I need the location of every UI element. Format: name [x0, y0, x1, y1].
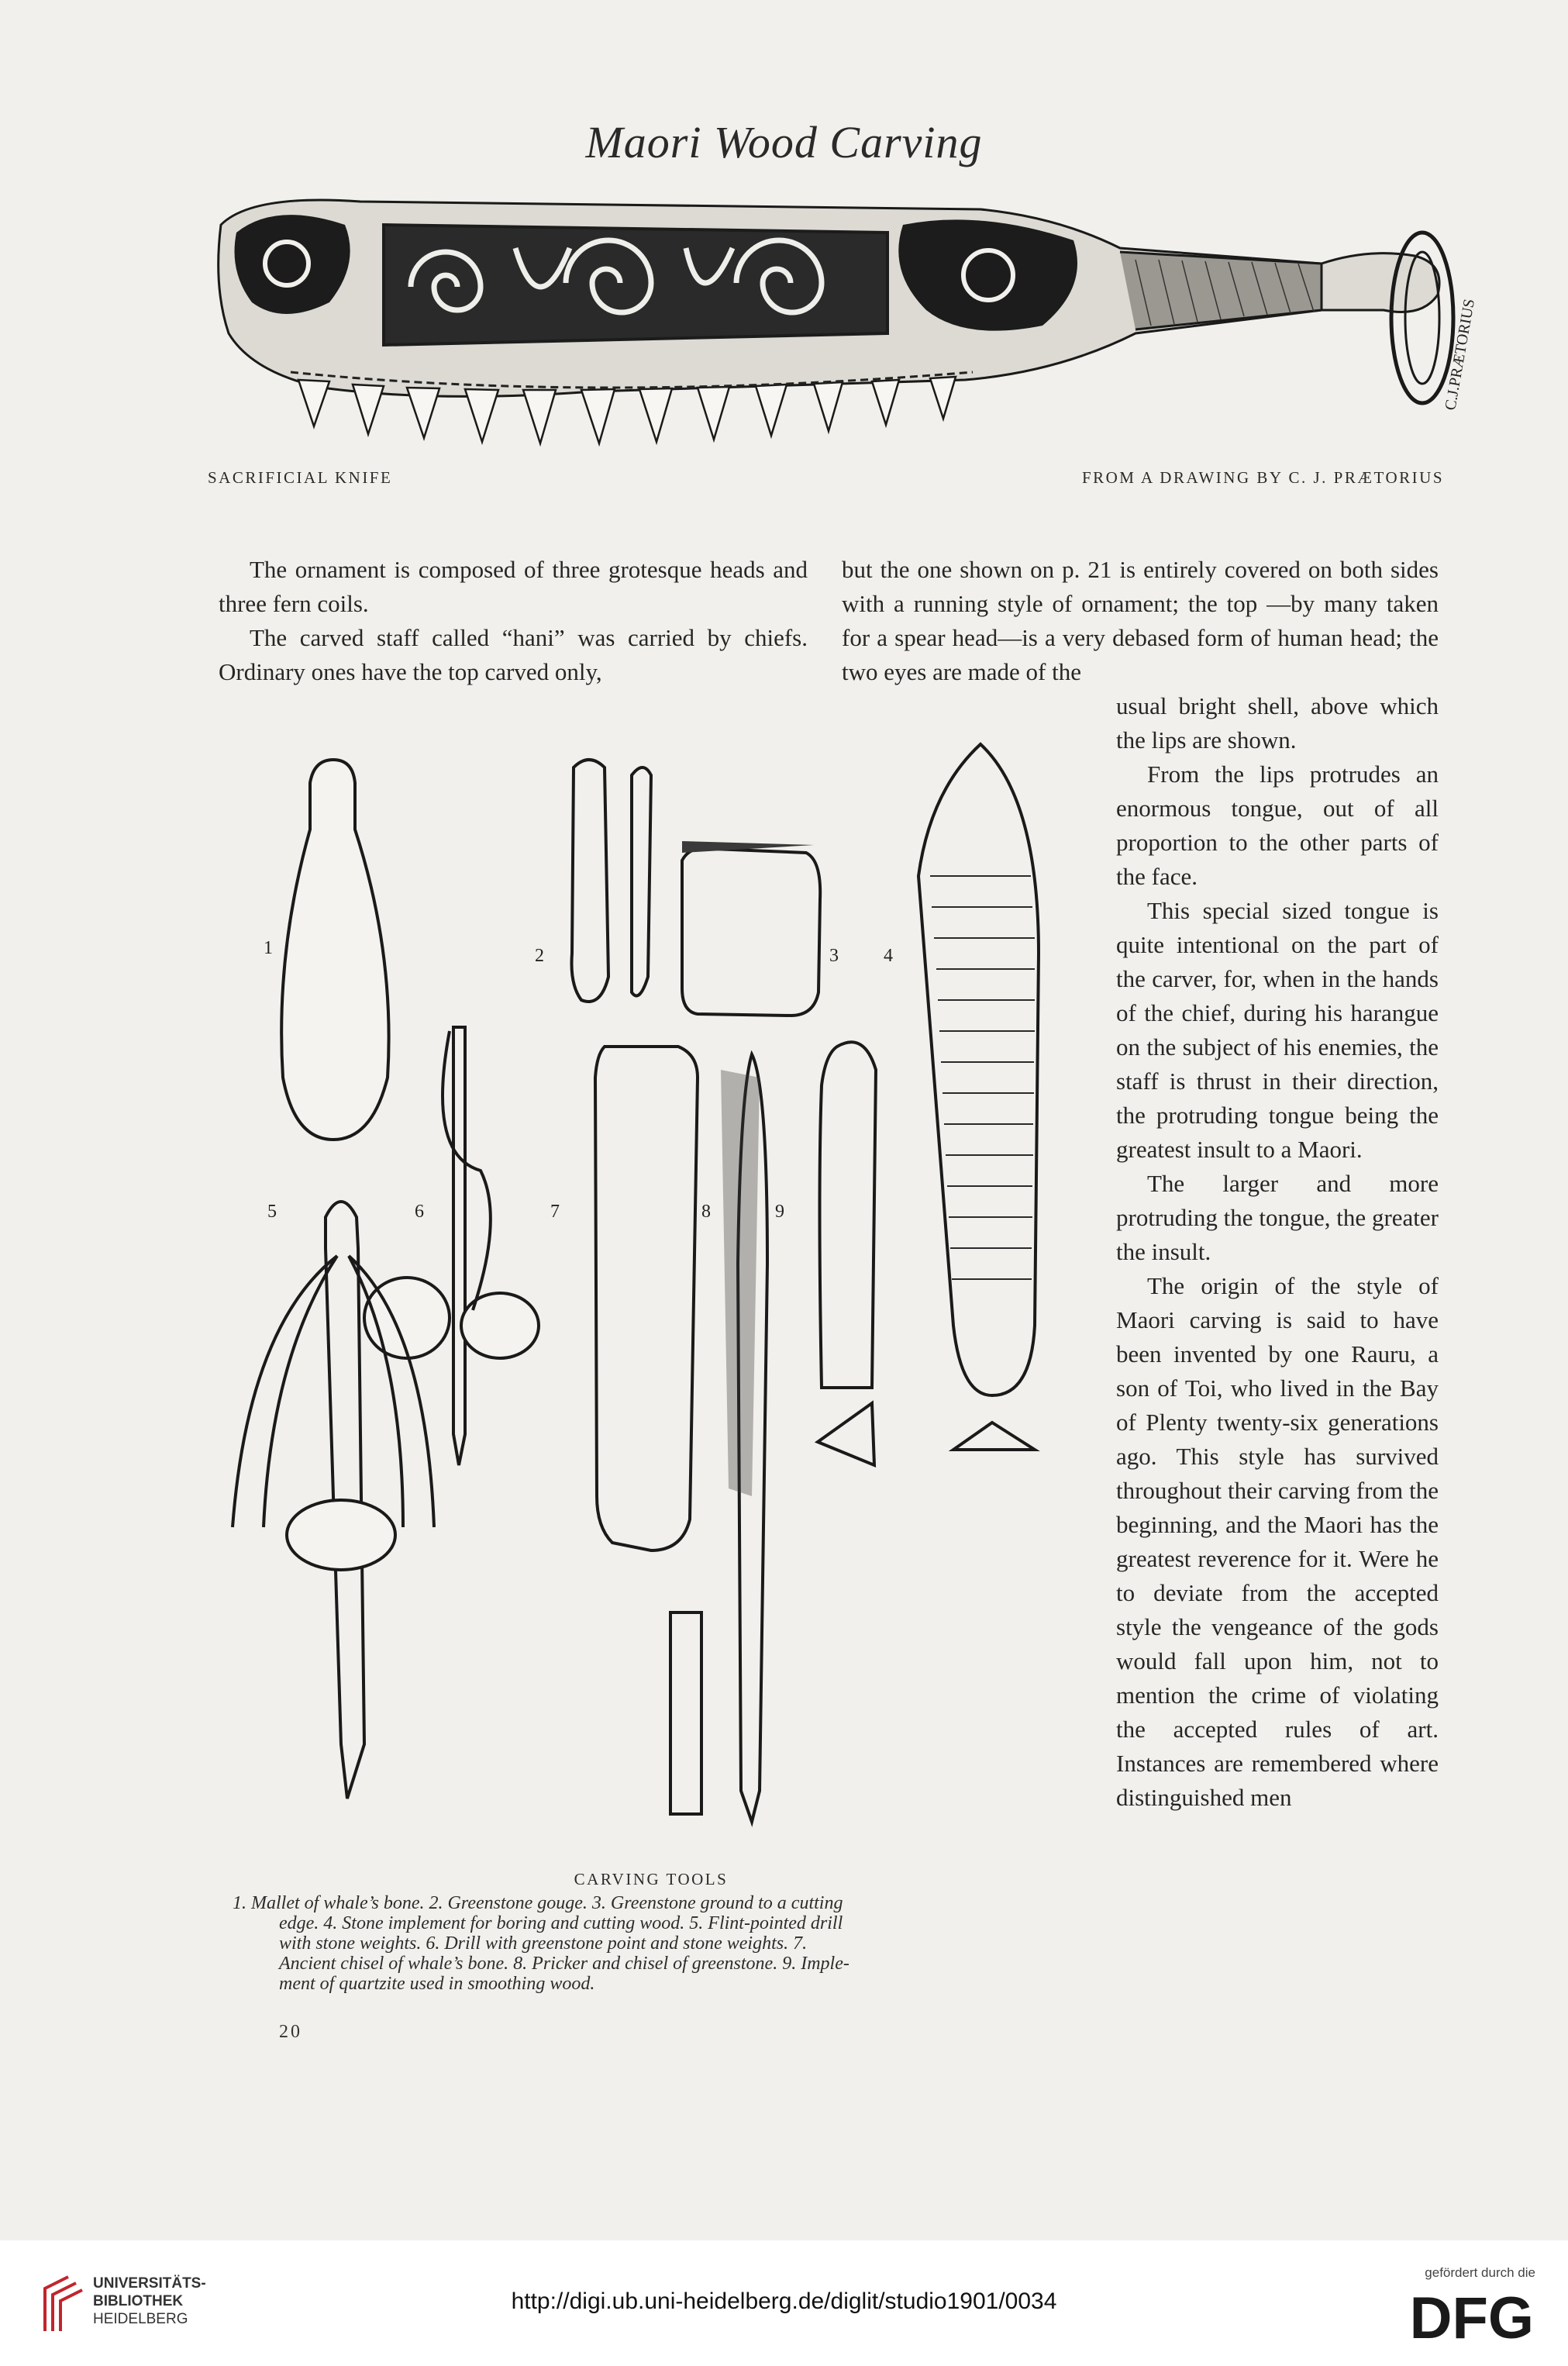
- paragraph: The origin of the style of Maori carving is said to have been invented by one Rauru, a son of Toi, who lived in the Bay of Plenty twenty-six generations ago. This style has survived throughout their carving from the beginning, and the Maori has the greatest reverence for it. Were he to deviate from the accepted style the vengeance of the gods would fall upon him, not to mention the crime of violating the accepted rules of art. Instances are remembered where distinguished men: [1116, 1272, 1439, 1811]
- tool-label-3: 3: [829, 946, 839, 966]
- tool-label-7: 7: [550, 1202, 560, 1222]
- source-url-link[interactable]: http://digi.ub.uni-heidelberg.de/diglit/studio1901/0034: [511, 2288, 1057, 2314]
- library-line: UNIVERSITÄTS-: [93, 2275, 206, 2292]
- artist-signature: C.J.PRÆTORIUS: [1442, 298, 1479, 412]
- paragraph: usual bright shell, above which the lips are shown.: [1116, 692, 1439, 754]
- running-title: Maori Wood Carving: [585, 117, 983, 167]
- caption-line: with stone weights. 6. Drill with greenstone point and stone weights. 7.: [279, 1933, 808, 1954]
- caption-line: 1. Mallet of whale’s bone. 2. Greenstone gouge. 3. Greenstone ground to a cutting: [233, 1893, 843, 1913]
- paragraph: The carved staff called “hani” was carried by chiefs. Ordinary ones have the top carved only,: [219, 624, 808, 685]
- tools-figure-title: CARVING TOOLS: [574, 1870, 729, 1888]
- caption-line: ment of quartzite used in smoothing wood.: [279, 1974, 595, 1994]
- tool-label-5: 5: [267, 1202, 277, 1222]
- tool-label-9: 9: [775, 1202, 784, 1222]
- library-line: BIBLIOTHEK: [93, 2293, 184, 2309]
- right-column-top: [842, 553, 1439, 689]
- tool-label-1: 1: [264, 938, 273, 958]
- tool-label-4: 4: [884, 946, 893, 966]
- paragraph: This special sized tongue is quite intentional on the part of the carver, for, when in the hands of the chief, during his harangue on the subject of his enemies, the staff is thrust in their direction, the protruding tongue being the greatest insult to a Maori.: [1116, 897, 1439, 1163]
- paragraph: From the lips protrudes an enormous tongue, out of all proportion to the other parts of the face.: [1116, 760, 1439, 890]
- knife-credit: FROM A DRAWING BY C. J. PRÆTORIUS: [1081, 468, 1444, 487]
- tools-figure-caption: [233, 1893, 1085, 1994]
- tool-label-2: 2: [535, 946, 544, 966]
- caption-line: Ancient chisel of whale’s bone. 8. Pricker and chisel of greenstone. 9. Imple-: [279, 1954, 849, 1974]
- caption-line: edge. 4. Stone implement for boring and cutting wood. 5. Flint-pointed drill: [279, 1913, 843, 1933]
- left-column: [219, 553, 808, 689]
- paragraph: but the one shown on p. 21 is entirely covered on both sides with a running style of ornament; the top —by many taken for a spear head—is a very debased form of human head; the two eyes are made of the: [842, 556, 1439, 685]
- dfg-logo-icon: [1388, 2285, 1535, 2351]
- paragraph: The ornament is composed of three grotesque heads and three fern coils.: [219, 556, 808, 617]
- knife-caption: SACRIFICIAL KNIFE: [208, 468, 393, 487]
- sacrificial-knife-illustration: [205, 178, 1479, 465]
- library-line: HEIDELBERG: [93, 2311, 188, 2327]
- carving-tools-illustration: [217, 721, 1101, 1861]
- paragraph: The larger and more protruding the tongue, the greater the insult.: [1116, 1170, 1439, 1265]
- tool-label-8: 8: [701, 1202, 711, 1222]
- tool-label-6: 6: [415, 1202, 424, 1222]
- digitization-footer: [0, 2240, 1568, 2366]
- right-column-narrow: [1116, 689, 1439, 1815]
- funded-by-label: gefördert durch die: [1425, 2265, 1535, 2280]
- dfg-wordmark: DFG: [1409, 2285, 1534, 2351]
- page-number: 20: [279, 2022, 302, 2042]
